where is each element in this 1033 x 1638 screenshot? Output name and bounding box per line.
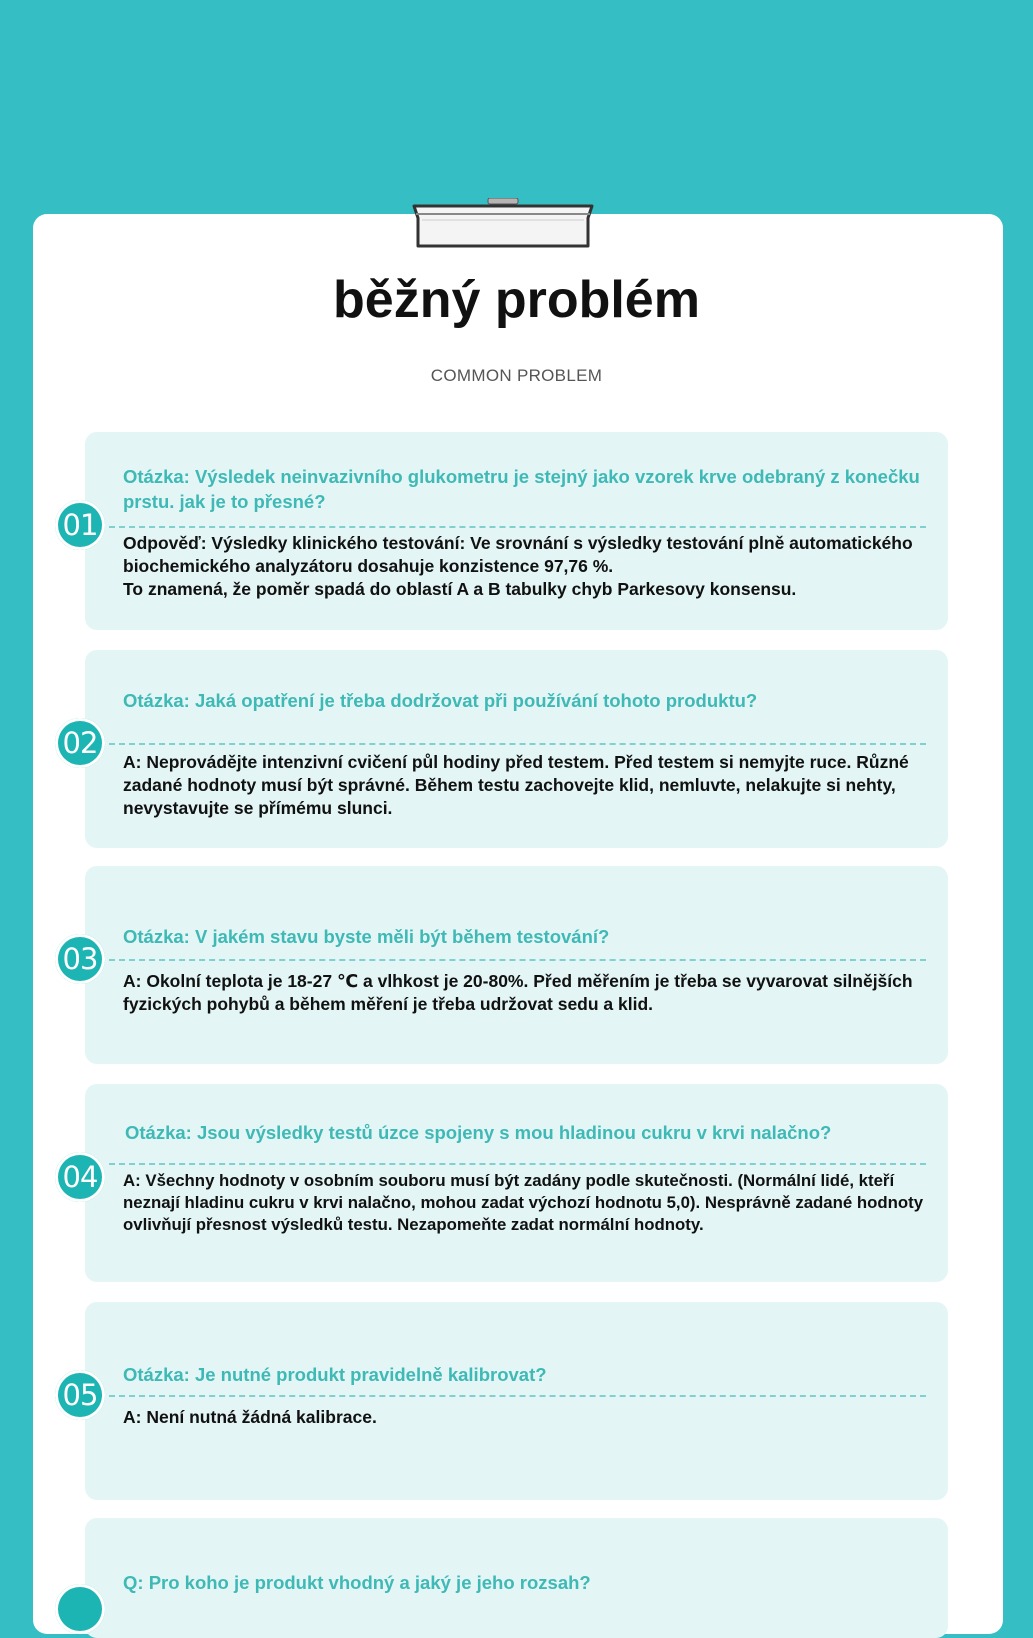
faq-answer: A: Neprovádějte intenzivní cvičení půl hodiny před testem. Před testem si nemyjte ruce. Různé zadané hodnoty musí být správné. Během testu zachovejte klid, nemluvte, nelakujte si nehty, nevystavujte se přímému slunci. [123, 752, 909, 818]
faq-number-badge: 05 [55, 1370, 105, 1420]
divider [109, 1163, 926, 1165]
faq-answer: A: Není nutná žádná kalibrace. [123, 1407, 377, 1427]
faq-item-2 [85, 650, 948, 848]
clipboard-clip-icon [408, 198, 598, 250]
faq-question: Otázka: V jakém stavu byste měli být během testování? [123, 926, 610, 947]
faq-question: Otázka: Výsledek neinvazivního glukometru je stejný jako vzorek krve odebraný z konečku prstu. jak je to přesné? [123, 466, 920, 512]
faq-item-4 [85, 1084, 948, 1282]
divider [109, 959, 926, 961]
faq-item-5 [85, 1302, 948, 1500]
faq-question: Q: Pro koho je produkt vhodný a jaký je jeho rozsah? [123, 1572, 591, 1593]
faq-answer: Odpověď: Výsledky klinického testování: Ve srovnání s výsledky testování plně automatického biochemického analyzátoru dosahuje konzistence 97,76 %. To znamená, že poměr spadá do oblastí A a B tabulky chyb Parkesovy konsensu. [123, 533, 913, 599]
divider [109, 743, 926, 745]
faq-number-badge: 04 [55, 1152, 105, 1202]
faq-number-badge: 01 [55, 500, 105, 550]
faq-answer: A: Všechny hodnoty v osobním souboru musí být zadány podle skutečnosti. (Normální lidé, kteří neznají hladinu cukru v krvi nalačno, mohou zadat výchozí hodnotu 5,0). Nesprávně zadané hodnoty ovlivňují přesnost výsledků testu. Nezapomeňte zadat normální hodnoty. [123, 1171, 924, 1234]
page-title: běžný problém [333, 271, 700, 329]
faq-number-badge: 02 [55, 718, 105, 768]
faq-item-1 [85, 432, 948, 630]
faq-answer: A: Okolní teplota je 18-27 ℃ a vlhkost je 20-80%. Před měřením je třeba se vyvarovat silnějších fyzických pohybů a během měření je třeba udržovat sedu a klid. [123, 971, 913, 1014]
faq-number-badge: 03 [55, 934, 105, 984]
faq-question: Otázka: Jaká opatření je třeba dodržovat při používání tohoto produktu? [123, 690, 758, 711]
page-subtitle: COMMON PROBLEM [430, 366, 603, 385]
faq-number-badge [55, 1584, 105, 1634]
faq-item-6 [85, 1518, 948, 1638]
faq-item-3 [85, 866, 948, 1064]
faq-question: Otázka: Jsou výsledky testů úzce spojeny s mou hladinou cukru v krvi nalačno? [125, 1122, 832, 1143]
divider [109, 1395, 926, 1397]
faq-question: Otázka: Je nutné produkt pravidelně kalibrovat? [123, 1364, 547, 1385]
divider [109, 526, 926, 528]
